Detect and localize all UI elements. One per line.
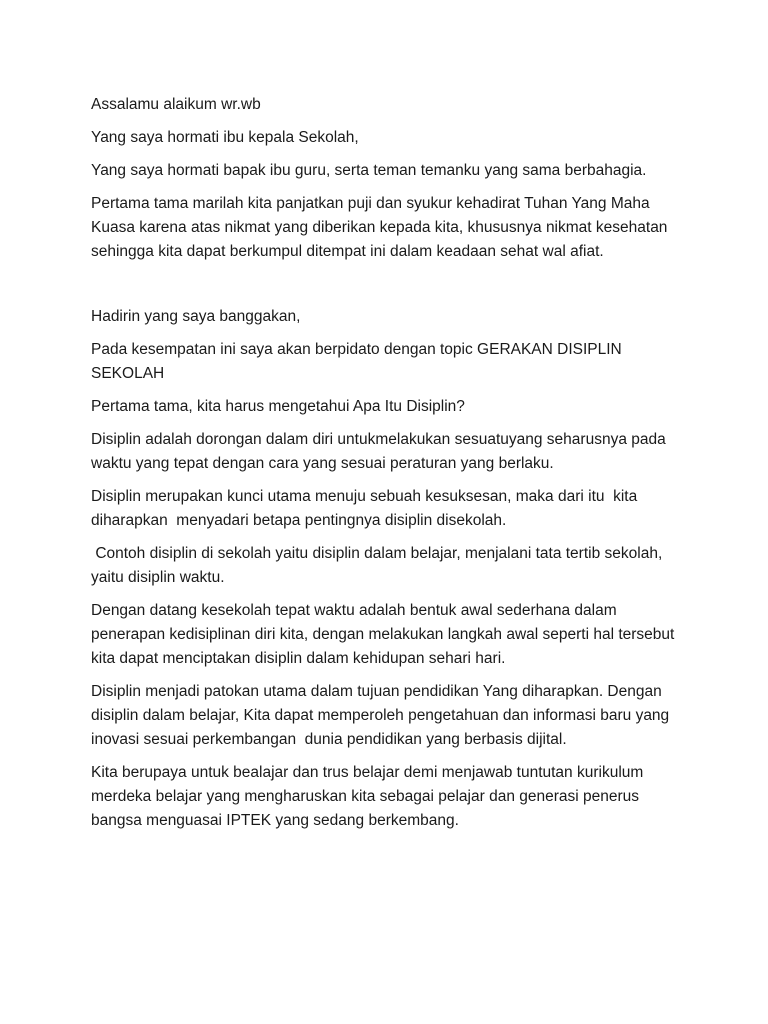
- paragraph-address-teachers: Yang saya hormati bapak ibu guru, serta teman temanku yang sama berbahagia.: [91, 162, 647, 179]
- paragraph-punctuality: Dengan datang kesekolah tepat waktu adalah bentuk awal sederhana dalam penerapan kedisiplinan diri kita, dengan melakukan langkah awal seperti hal tersebut kita dapat menciptakan disiplin dalam kehidupan sehari hari.: [91, 602, 679, 667]
- paragraph-question: Pertama tama, kita harus mengetahui Apa Itu Disiplin?: [91, 398, 465, 415]
- paragraph-greeting: Assalamu alaikum wr.wb: [91, 96, 261, 113]
- paragraph-address-principal: Yang saya hormati ibu kepala Sekolah,: [91, 129, 359, 146]
- paragraph-topic: Pada kesempatan ini saya akan berpidato dengan topic GERAKAN DISIPLIN SEKOLAH: [91, 341, 627, 382]
- paragraph-definition: Disiplin adalah dorongan dalam diri untukmelakukan sesuatuyang seharusnya pada waktu yang tepat dengan cara yang sesuai peraturan yang berlaku.: [91, 431, 671, 472]
- paragraph-audience: Hadirin yang saya banggakan,: [91, 308, 301, 325]
- paragraph-example: Contoh disiplin di sekolah yaitu disiplin dalam belajar, menjalani tata tertib sekolah, yaitu disiplin waktu.: [91, 545, 667, 586]
- paragraph-key-success: Disiplin merupakan kunci utama menuju sebuah kesuksesan, maka dari itu kita diharapkan menyadari betapa pentingnya disiplin disekolah.: [91, 488, 642, 529]
- paragraph-curriculum: Kita berupaya untuk bealajar dan trus belajar demi menjawab tuntutan kurikulum merdeka belajar yang mengharuskan kita sebagai pelajar dan generasi penerus bangsa menguasai IPTEK yang sedang berkembang.: [91, 764, 648, 829]
- document-body: [91, 93, 691, 842]
- paragraph-education: Disiplin menjadi patokan utama dalam tujuan pendidikan Yang diharapkan. Dengan disiplin dalam belajar, Kita dapat memperoleh pengetahuan dan informasi baru yang inovasi sesuai perkembangan dunia pendidikan yang berbasis dijital.: [91, 683, 674, 748]
- paragraph-gratitude: Pertama tama marilah kita panjatkan puji dan syukur kehadirat Tuhan Yang Maha Kuasa karena atas nikmat yang diberikan kepada kita, khususnya nikmat kesehatan sehingga kita dapat berkumpul ditempat ini dalam keadaan sehat wal afiat.: [91, 195, 672, 260]
